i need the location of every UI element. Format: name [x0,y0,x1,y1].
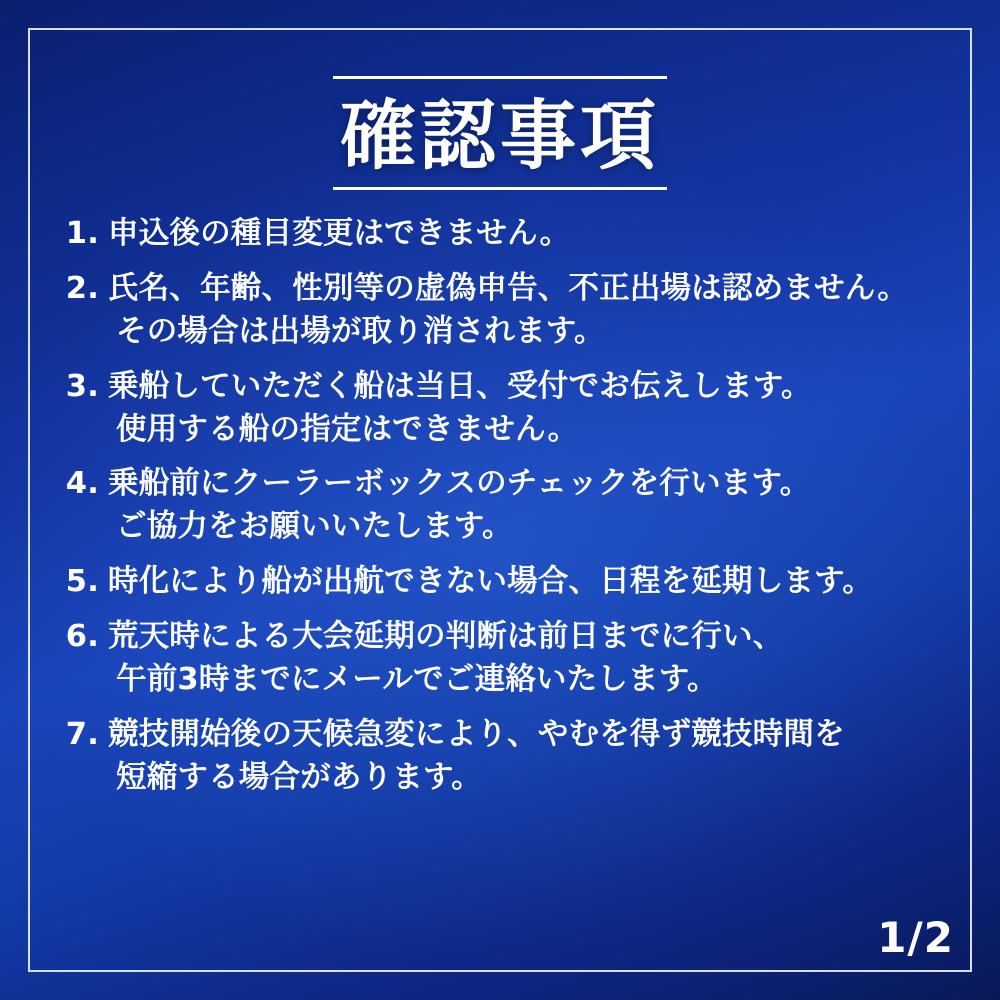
list-item [62,562,938,603]
list-item-text [108,464,938,548]
list-item-text [108,367,938,451]
list-item-text [108,715,938,799]
notice-list [62,214,938,948]
list-item [62,269,938,353]
list-item-line1: 乗船前にクーラーボックスのチェックを行います。 [108,466,811,502]
list-item-line2: 短縮する場合があります。 [116,759,482,795]
title-rule-top [333,76,667,79]
list-item-line2: その場合は出場が取り消されます。 [116,313,605,349]
list-item-line1: 競技開始後の天候急変により、やむを得ず競技時間を [108,716,845,752]
list-item [62,464,938,548]
list-item-number: 7. [65,716,99,752]
title-block [62,76,938,190]
list-item-text [108,562,938,603]
list-item-number: 3. [65,368,99,404]
list-item-number: 4. [65,466,99,502]
list-item-number: 6. [65,618,99,654]
list-item-line2: ご協力をお願いいたします。 [116,509,513,545]
list-item [62,214,938,255]
list-item-line1: 時化により船が出航できない場合、日程を延期します。 [108,564,874,600]
list-item-number: 2. [65,270,99,306]
list-item [62,617,938,701]
list-item-line2: 使用する船の指定はできません。 [116,411,579,447]
list-item-number: 5. [65,564,99,600]
page-title: 確認事項 [340,91,660,180]
list-item-text [108,617,938,701]
list-item-line1: 氏名、年齢、性別等の虚偽申告、不正出場は認めません。 [108,270,909,306]
list-item-text [108,214,938,255]
page-indicator: 1/2 [877,913,954,962]
list-item [62,715,938,799]
list-item-line1: 荒天時による大会延期の判断は前日までに行い、 [108,618,784,654]
list-item-line1: 申込後の種目変更はできません。 [108,216,571,252]
title-rule-bottom [333,187,667,190]
list-item-text [108,269,938,353]
list-item [62,367,938,451]
list-item-number: 1. [65,216,99,252]
slide-content [28,28,972,972]
list-item-line1: 乗船していただく船は当日、受付でお伝えします。 [108,368,812,404]
list-item-line2: 午前3時までにメールでご連絡いたします。 [116,661,718,697]
